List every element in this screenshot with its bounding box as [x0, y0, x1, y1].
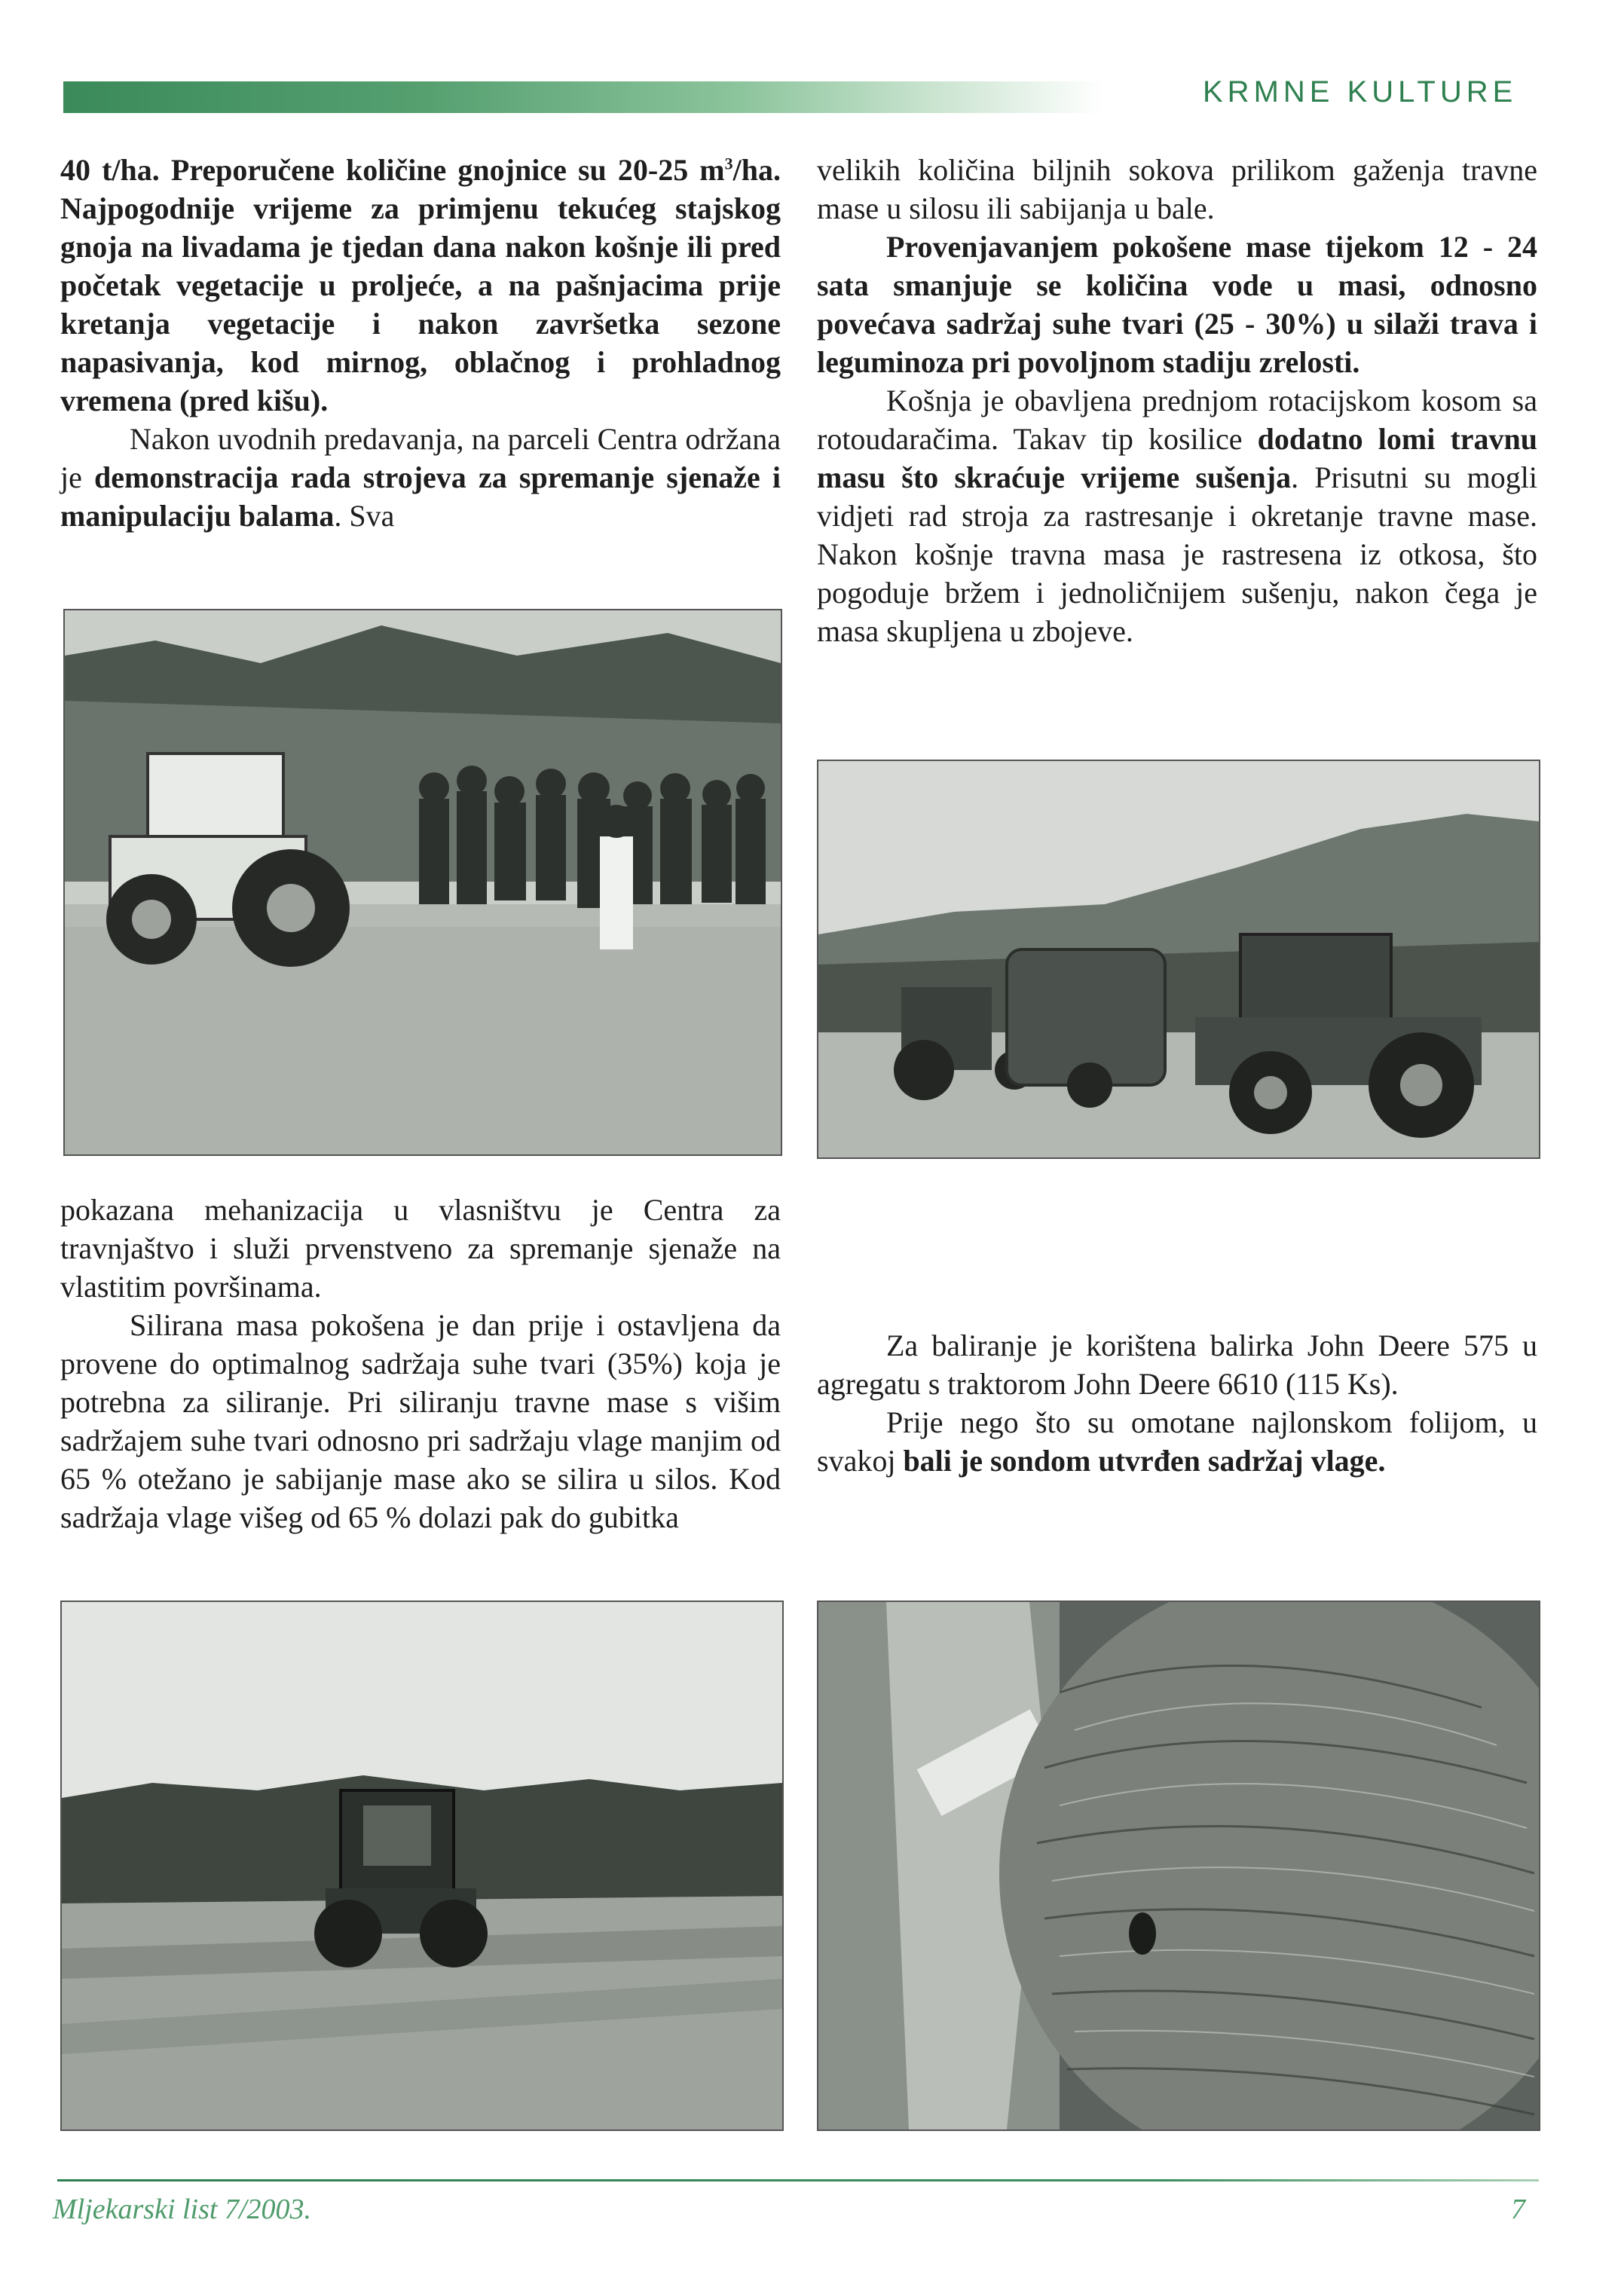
paragraph-demonstration: Nakon uvodnih predavanja, na parceli Centra održana je demonstracija rada strojeva za spremanje sjenaže i manipulaciju balama. Sva — [60, 422, 781, 533]
footer-page-number: 7 — [1511, 2194, 1525, 2225]
photo-moisture-probe — [817, 1601, 1540, 2131]
section-title: KRMNE KULTURE — [1203, 75, 1518, 109]
col2-top-text — [817, 151, 1537, 650]
footer-rule — [57, 2179, 1539, 2181]
photo-tractor-crowd — [63, 609, 782, 1156]
paragraph-juices: velikih količina biljnih sokova prilikom gaženja travne mase u silosu ili sabijanja u bale. — [817, 153, 1537, 225]
paragraph-baling: Za baliranje je korištena balirka John Deere 575 u agregatu s traktorom John Deere 6610 (115 Ks). — [817, 1328, 1537, 1401]
header-color-bar — [63, 81, 1103, 113]
paragraph-silage: Silirana masa pokošena je dan prije i ostavljena da provene do optimalnog sadržaja suhe tvari (35%) koja je potrebna za siliranje. Pri siliranju travne mase s višim sadržajem suhe tvari odnosno pri sadržaju vlage manjim od 65 % otežano je sabijanje mase ako se silira u silos. Kod sadržaja vlage višeg od 65 % dolazi pak do gubitka — [60, 1308, 781, 1534]
photo-tractor-field — [60, 1601, 784, 2131]
paragraph-mechanization: pokazana mehanizacija u vlasništvu je Centra za travnjaštvo i služi prvenstveno za spremanje sjenaže na vlastitim površinama. — [60, 1193, 781, 1304]
paragraph-mowing: Košnja je obavljena prednjom rotacijskom kosom sa rotoudaračima. Takav tip kosilice dodatno lomi travnu masu što skraćuje vrijeme sušenja. Prisutni su mogli vidjeti rad stroja za rastresanje i okretanje travne mase. Nakon košnje travna masa je rastresena iz otkosa, što pogoduje bržem i jednoličnijem sušenju, nakon čega je masa skupljena u zbojeve. — [817, 384, 1538, 648]
col1-top-text — [60, 151, 781, 535]
col2-mid-text — [817, 1326, 1537, 1480]
paragraph-manure: 40 t/ha. Preporučene količine gnojnice su 20-25 $m^3/ha$. Najpogodnije vrijeme za primjenu tekućeg stajskog gnoja na livadama je tjedan dana nakon košnje ili pred početak vegetacije u proljeće, a na pašnjacima prije kretanja vegetacije i nakon završetka sezone napasivanja, kod mirnog, oblačnog i prohladnog vremena (pred kišu). — [60, 153, 781, 417]
col1-mid-text — [60, 1191, 781, 1536]
footer-publication: Mljekarski list 7/2003. — [53, 2194, 312, 2225]
photo-baler-tractor — [817, 760, 1540, 1159]
paragraph-moisture: Prije nego što su omotane najlonskom folijom, u svakoj bali je sondom utvrđen sadržaj vlage. — [817, 1405, 1537, 1478]
paragraph-wilting: Provenjavanjem pokošene mase tijekom 12 - 24 sata smanjuje se količina vode u masi, odnosno povećava sadržaj suhe tvari (25 - 30%) u silaži trava i leguminoza pri povoljnom stadiju zrelosti. — [817, 230, 1537, 379]
